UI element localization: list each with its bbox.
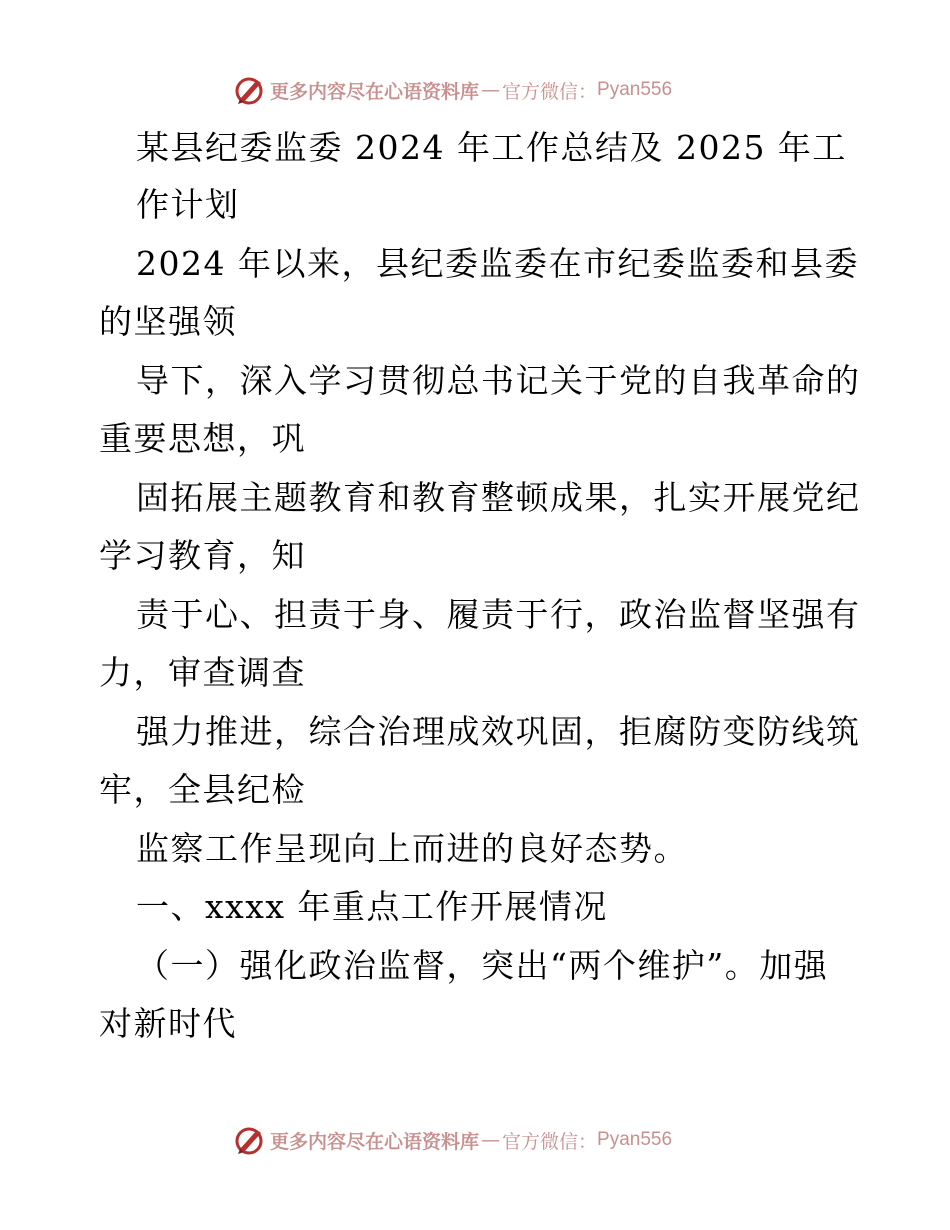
paragraph-line: 固拓展主题教育和教育整顿成果，扎实开展党纪 <box>136 478 861 517</box>
document-title-line-2: 作计划 <box>136 185 240 224</box>
watermark-wechat-id: Pyan556 <box>597 1129 673 1150</box>
section-heading: 一、xxxx 年重点工作开展情况 <box>136 887 608 926</box>
document-title-line-1: 某县纪委监委 2024 年工作总结及 2025 年工 <box>136 128 847 167</box>
paragraph-line: 对新时代 <box>99 1004 237 1043</box>
paragraph-line: 责于心、担责于身、履责于行，政治监督坚强有 <box>136 595 861 634</box>
paragraph-line: 导下，深入学习贯彻总书记关于党的自我革命的 <box>136 361 861 400</box>
pen-logo-icon <box>232 1123 266 1157</box>
watermark-text: 更多内容尽在心语资料库 <box>270 80 480 103</box>
paragraph-line: 学习教育，知 <box>99 536 306 575</box>
watermark-separator: — <box>481 79 501 101</box>
paragraph-line: 2024 年以来，县纪委监委在市纪委监委和县委 <box>136 244 859 283</box>
watermark-text: 更多内容尽在心语资料库 <box>270 1130 480 1153</box>
watermark-separator: — <box>481 1129 501 1151</box>
watermark-wechat-id: Pyan556 <box>597 79 673 100</box>
pen-logo-icon <box>232 73 266 107</box>
watermark-wechat-label: 官方微信： <box>502 1130 598 1153</box>
paragraph-line: 强力推进，综合治理成效巩固，拒腐防变防线筑 <box>136 712 861 751</box>
paragraph-line: 重要思想，巩 <box>99 419 306 458</box>
paragraph-line: 牢，全县纪检 <box>99 770 306 809</box>
watermark-banner-top <box>232 72 672 108</box>
paragraph-line: 监察工作呈现向上而进的良好态势。 <box>136 829 688 868</box>
paragraph-line: 的坚强领 <box>99 302 237 341</box>
watermark-banner-bottom <box>232 1122 672 1158</box>
watermark-wechat-label: 官方微信： <box>502 80 598 103</box>
paragraph-line: （一）强化政治监督，突出“两个维护”。加强 <box>136 946 829 985</box>
paragraph-line: 力，审查调查 <box>99 653 306 692</box>
